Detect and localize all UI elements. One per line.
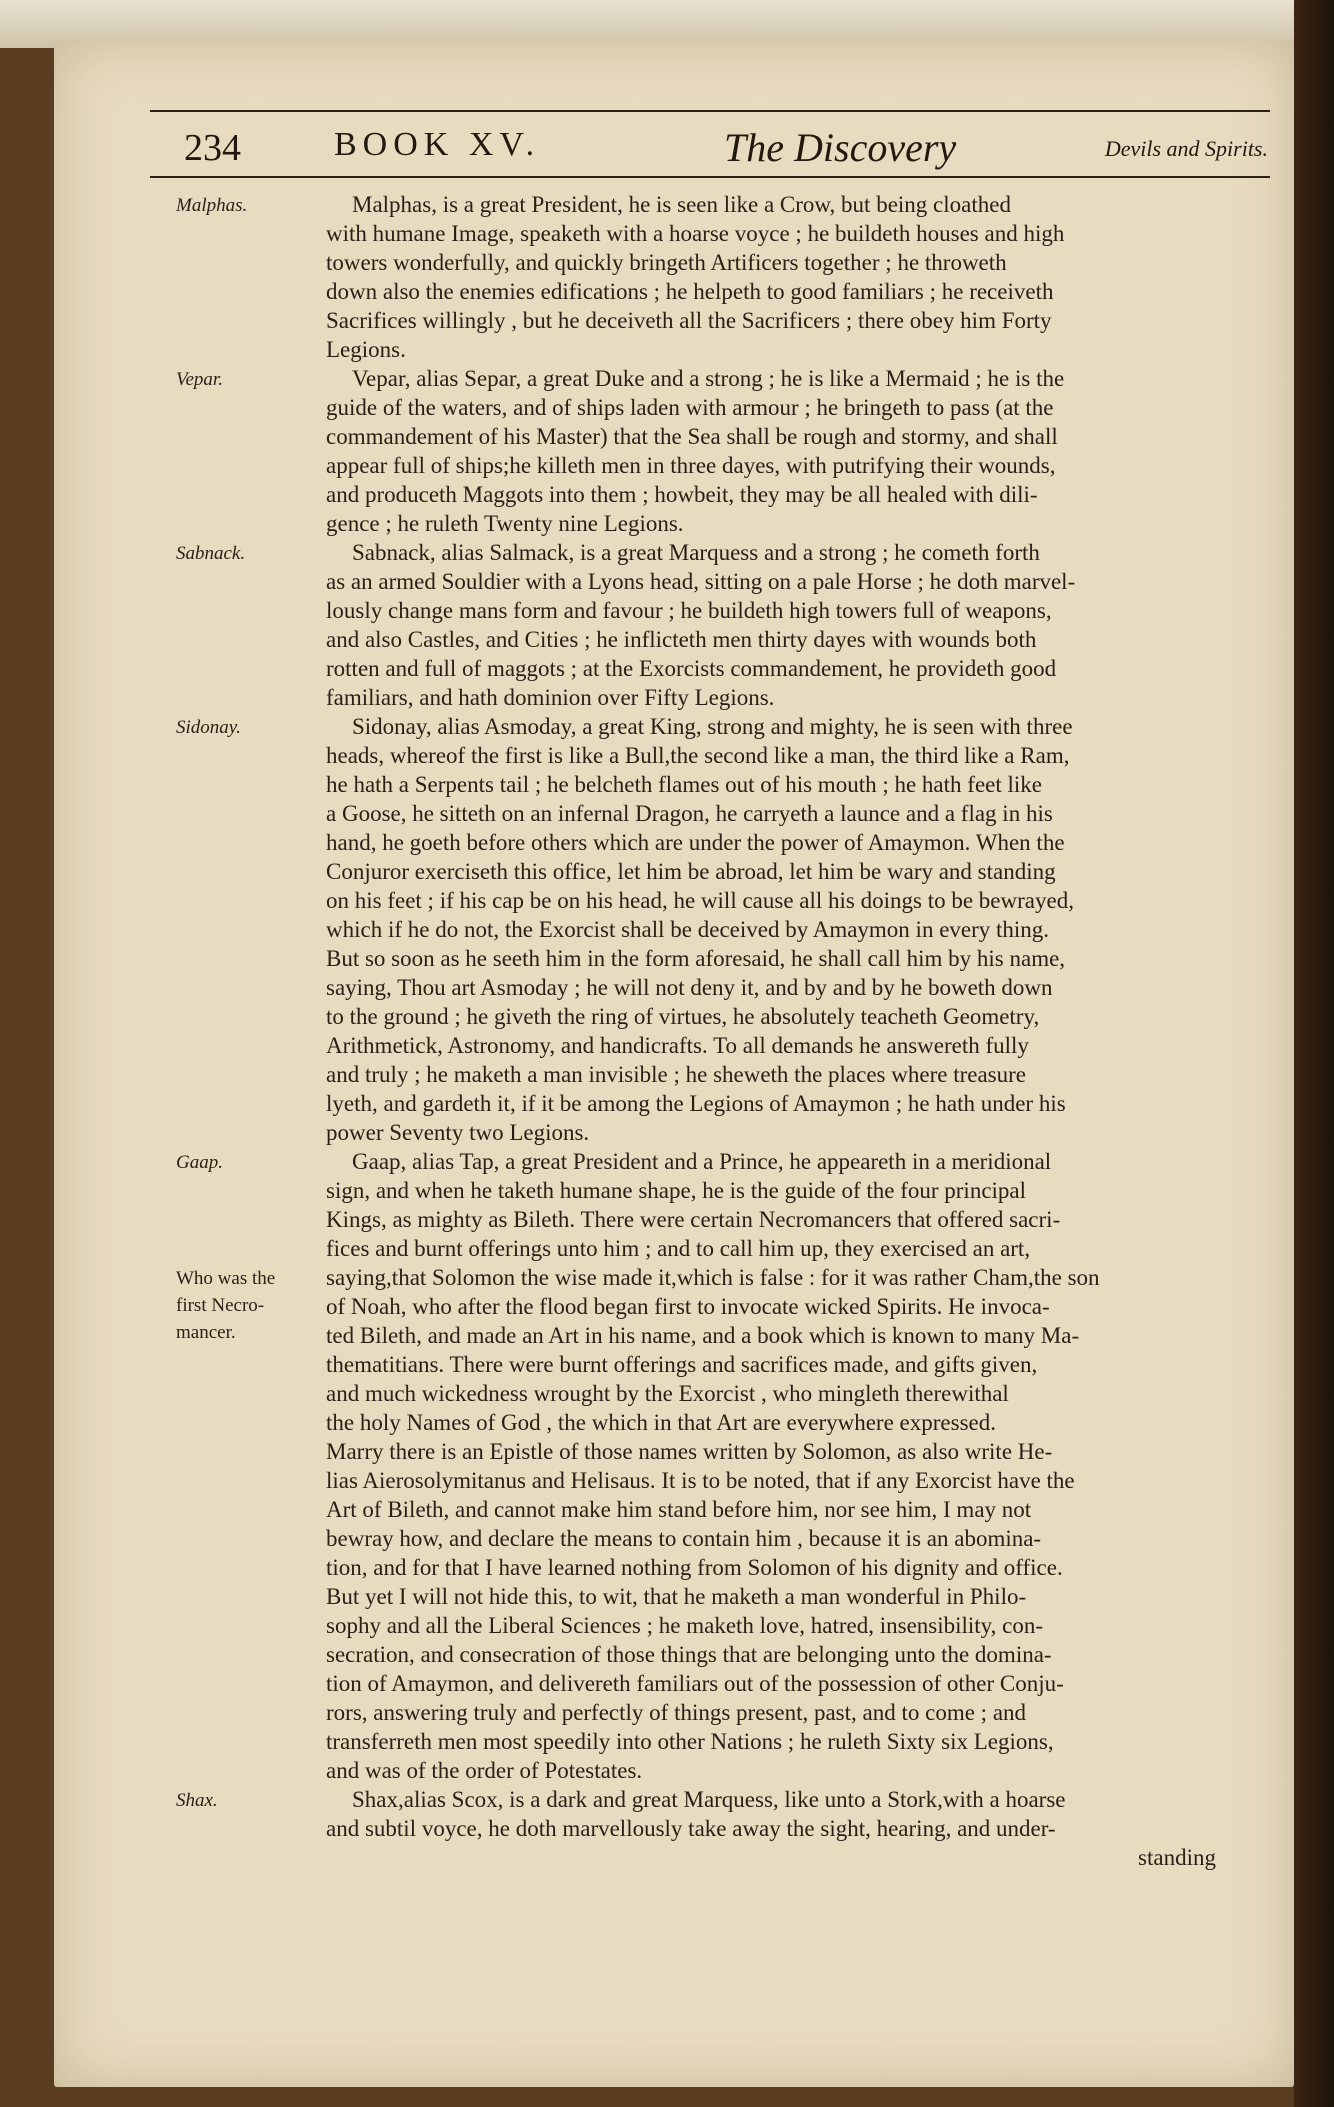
text-line: Sabnack, alias Salmack, is a great Marquess and a strong ; he cometh forth (352, 540, 1040, 565)
text-line: Conjuror exerciseth this office, let him be abroad, let him be wary and standing (326, 859, 1056, 884)
text-line: bewray how, and declare the means to contain him , because it is an abomina- (326, 1526, 1042, 1551)
text-line: rors, answering truly and perfectly of things present, past, and to come ; and (326, 1700, 1027, 1725)
margin-note-sabnack: Sabnack. (176, 543, 246, 564)
text-line: Vepar, alias Separ, a great Duke and a strong ; he is like a Mermaid ; he is the (352, 366, 1065, 391)
text-line: tion, and for that I have learned nothing from Solomon of his dignity and office. (326, 1555, 1063, 1580)
text-line: and much wickedness wrought by the Exorcist , who mingleth therewithal (326, 1381, 1009, 1406)
text-line: and produceth Maggots into them ; howbeit, they may be all healed with dili- (326, 482, 1038, 507)
text-line: sign, and when he taketh humane shape, he is the guide of the four principal (326, 1178, 1027, 1203)
text-line: power Seventy two Legions. (326, 1120, 590, 1145)
text-line: Gaap, alias Tap, a great President and a Prince, he appeareth in a meridional (352, 1149, 1052, 1174)
entry-shax (326, 1785, 1276, 1872)
text-line: towers wonderfully, and quickly bringeth Artificers together ; he throweth (326, 250, 1007, 275)
margin-note-sidonay: Sidonay. (176, 717, 241, 738)
text-line: down also the enemies edifications ; he helpeth to good familiars ; he receiveth (326, 279, 1054, 304)
margin-note-line: mancer. (176, 1322, 236, 1343)
text-line: thematitians. There were burnt offerings and sacrifices made, and gifts given, (326, 1352, 1038, 1377)
entry-malphas (326, 190, 1276, 364)
margin-note-gaap: Gaap. (176, 1152, 223, 1173)
text-line: transferreth men most speedily into other Nations ; he ruleth Sixty six Legions, (326, 1729, 1054, 1754)
catchword: standing (1138, 1845, 1216, 1870)
text-line: ted Bileth, and made an Art in his name, and a book which is known to many Ma- (326, 1323, 1080, 1348)
text-line: sophy and all the Liberal Sciences ; he maketh love, hatred, insensibility, con- (326, 1613, 1044, 1638)
running-title: The Discovery (724, 125, 957, 170)
text-line: Shax,alias Scox, is a dark and great Marquess, like unto a Stork,with a hoarse (352, 1787, 1066, 1812)
text-line: Arithmetick, Astronomy, and handicrafts. To all demands he answereth fully (326, 1033, 1029, 1058)
text-line: tion of Amaymon, and delivereth familiars out of the possession of other Conju- (326, 1671, 1064, 1696)
text-line: But yet I will not hide this, to wit, that he maketh a man wonderful in Philo- (326, 1584, 1027, 1609)
running-header (150, 118, 1270, 174)
entry-vepar (326, 364, 1276, 538)
text-line: appear full of ships;he killeth men in three dayes, with putrifying their wounds, (326, 453, 1056, 478)
text-line: saying, Thou art Asmoday ; he will not deny it, and by and by he boweth down (326, 975, 1053, 1000)
text-line: Malphas, is a great President, he is seen like a Crow, but being cloathed (352, 192, 1011, 217)
margin-note-first-necromancer (176, 1265, 308, 1346)
entry-sidonay (326, 712, 1276, 1147)
text-line: commandement of his Master) that the Sea shall be rough and stormy, and shall (326, 424, 1058, 449)
text-line: secration, and consecration of those things that are belonging unto the domina- (326, 1642, 1052, 1667)
text-line: the holy Names of God , the which in that Art are everywhere expressed. (326, 1410, 996, 1435)
text-line: lously change mans form and favour ; he buildeth high towers full of weapons, (326, 598, 1052, 623)
margin-note-line: Who was the (176, 1268, 276, 1289)
header-bottom-rule (150, 176, 1270, 178)
header-top-rule (150, 110, 1270, 112)
text-line: and also Castles, and Cities ; he inflicteth men thirty dayes with wounds both (326, 627, 1037, 652)
text-line: to the ground ; he giveth the ring of virtues, he absolutely teacheth Geometry, (326, 1004, 1040, 1029)
text-line: on his feet ; if his cap be on his head, he will cause all his doings to be bewrayed, (326, 888, 1074, 913)
text-line: hand, he goeth before others which are under the power of Amaymon. When the (326, 830, 1065, 855)
text-line: guide of the waters, and of ships laden with armour ; he bringeth to pass (at the (326, 395, 1054, 420)
text-line: lyeth, and gardeth it, if it be among the Legions of Amaymon ; he hath under his (326, 1091, 1066, 1116)
text-line: he hath a Serpents tail ; he belcheth flames out of his mouth ; he hath feet like (326, 772, 1042, 797)
text-line: as an armed Souldier with a Lyons head, sitting on a pale Horse ; he doth marvel- (326, 569, 1076, 594)
text-line: and truly ; he maketh a man invisible ; he sheweth the places where treasure (326, 1062, 1026, 1087)
text-line: saying,that Solomon the wise made it,which is false : for it was rather Cham,the son (326, 1265, 1100, 1290)
text-line: Sidonay, alias Asmoday, a great King, strong and mighty, he is seen with three (352, 714, 1073, 739)
text-line: Art of Bileth, and cannot make him stand before him, nor see him, I may not (326, 1497, 1032, 1522)
text-line: gence ; he ruleth Twenty nine Legions. (326, 511, 684, 536)
text-line: rotten and full of maggots ; at the Exorcists commandement, he provideth good (326, 656, 1057, 681)
text-line: a Goose, he sitteth on an infernal Dragon, he carryeth a launce and a flag in his (326, 801, 1053, 826)
entry-sabnack (326, 538, 1276, 712)
scan-background-right (1294, 0, 1334, 2107)
text-line: heads, whereof the first is like a Bull,the second like a man, the third like a Ram, (326, 743, 1070, 768)
text-line: But so soon as he seeth him in the form aforesaid, he shall call him by his name, (326, 946, 1066, 971)
text-line: Legions. (326, 337, 406, 362)
text-line: lias Aierosolymitanus and Helisaus. It is to be noted, that if any Exorcist have the (326, 1468, 1075, 1493)
text-line: fices and burnt offerings unto him ; and to call him up, they exercised an art, (326, 1236, 1031, 1261)
book-label: BOOK XV. (334, 126, 541, 163)
text-line: familiars, and hath dominion over Fifty Legions. (326, 685, 775, 710)
entry-gaap (326, 1147, 1276, 1785)
margin-note-vepar: Vepar. (176, 369, 223, 390)
text-line: Kings, as mighty as Bileth. There were certain Necromancers that offered sacri- (326, 1207, 1061, 1232)
text-line: of Noah, who after the flood began first to invocate wicked Spirits. He invoca- (326, 1294, 1050, 1319)
margin-note-malphas: Malphas. (176, 195, 248, 216)
text-line: with humane Image, speaketh with a hoarse voyce ; he buildeth houses and high (326, 221, 1065, 246)
text-line: and subtil voyce, he doth marvellously take away the sight, hearing, and under- (326, 1816, 1056, 1841)
text-line: Marry there is an Epistle of those names written by Solomon, as also write He- (326, 1439, 1053, 1464)
page-number: 234 (184, 127, 241, 169)
section-title: Devils and Spirits. (1104, 136, 1268, 161)
margin-note-shax: Shax. (176, 1790, 218, 1811)
text-line: and was of the order of Potestates. (326, 1758, 643, 1783)
margin-note-line: first Necro- (176, 1295, 265, 1316)
text-line: Sacrifices willingly , but he deceiveth all the Sacrificers ; there obey him Forty (326, 308, 1052, 333)
text-line: which if he do not, the Exorcist shall be deceived by Amaymon in every thing. (326, 917, 1050, 942)
